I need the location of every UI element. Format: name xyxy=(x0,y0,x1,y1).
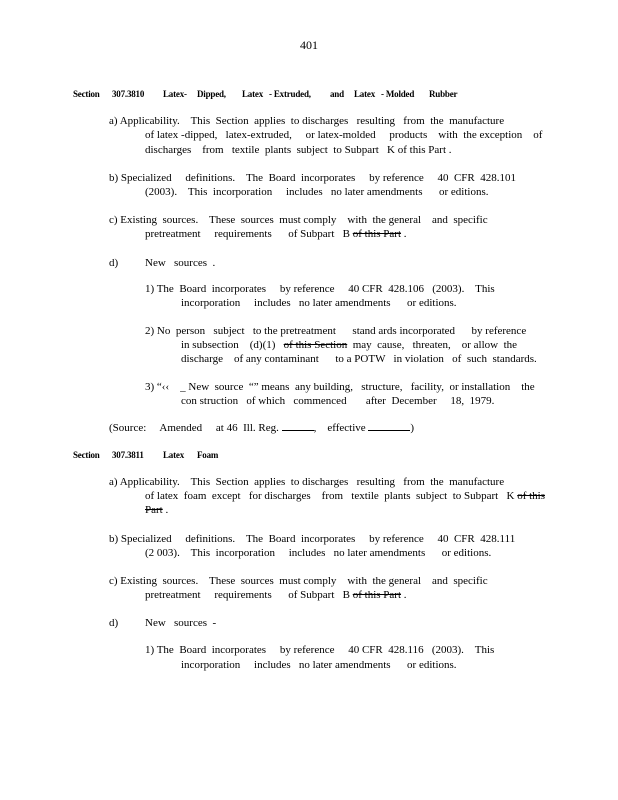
page-number: 401 xyxy=(300,38,318,52)
struck-text: of this xyxy=(517,490,545,502)
s3810-d-label: d) xyxy=(109,257,119,269)
s3811-b-line2: (2 003). This incorporation includes no later amendments or editions. xyxy=(145,547,492,559)
s3811-d1-line2: incorporation includes no later amendments or editions. xyxy=(181,659,457,671)
s3811-a-line2 xyxy=(145,489,545,503)
title-word: - Extruded, xyxy=(269,89,311,99)
title-word: Rubber xyxy=(429,89,458,99)
section-label: Section xyxy=(73,450,100,460)
s3811-c-line2 xyxy=(145,588,407,602)
title-word: Latex- xyxy=(163,89,187,99)
s3811-d1-line1: 1) The Board incorporates by reference 40 CFR 428.116 (2003). This xyxy=(145,644,495,656)
text-segment: pretreatment requirements of Subpart B xyxy=(145,228,353,240)
s3810-b-line2: (2003). This incorporation includes no later amendments or editions. xyxy=(145,186,489,198)
s3811-d-text: New sources - xyxy=(145,617,217,629)
struck-text: of this Part xyxy=(352,228,402,240)
s3811-c-line1: c) Existing sources. These sources must comply with the general and specific xyxy=(109,575,488,587)
s3811-b-line1: b) Specialized definitions. The Board incorporates by reference 40 CFR 428.111 xyxy=(109,533,516,545)
title-word: - Molded xyxy=(381,89,415,99)
text-segment: . xyxy=(401,228,407,240)
s3810-c-line2 xyxy=(145,227,407,241)
s3810-d2-line3: discharge of any contaminant to a POTW in violation of such standards. xyxy=(181,353,537,365)
text-segment: in subsection (d)(1) xyxy=(181,339,284,351)
text-segment: . xyxy=(401,589,407,601)
s3810-d2-line1: 2) No person subject to the pretreatment stand ards incorporated by reference xyxy=(145,325,527,337)
section-label: Section xyxy=(73,89,100,99)
s3810-d1-line1: 1) The Board incorporates by reference 40 CFR 428.106 (2003). This xyxy=(145,283,495,295)
struck-text: of this Section xyxy=(283,339,348,351)
s3810-d1-line2: incorporation includes no later amendments or editions. xyxy=(181,297,457,309)
struck-text: of this Part xyxy=(352,589,402,601)
section-3810-heading xyxy=(0,89,618,103)
struck-text: Part xyxy=(145,504,163,516)
text-segment: , effective xyxy=(313,422,366,434)
title-word: and xyxy=(330,89,344,99)
title-word: Foam xyxy=(197,450,219,460)
text-segment: (Source: Amended at 46 Ill. Reg. xyxy=(109,422,279,434)
s3810-a-line3: discharges from textile plants subject to Subpart K of this Part . xyxy=(145,144,452,156)
text-segment: . xyxy=(162,504,169,516)
title-word: Latex xyxy=(354,89,375,99)
s3810-a-line2: of latex -dipped, latex-extruded, or latex-molded products with the exception of xyxy=(145,129,543,141)
text-segment: ) xyxy=(410,422,415,434)
s3810-b-line1: b) Specialized definitions. The Board incorporates by reference 40 CFR 428.101 xyxy=(109,172,517,184)
section-number: 307.3811 xyxy=(112,450,144,460)
section-number: 307.3810 xyxy=(112,89,145,99)
title-word: Latex xyxy=(242,89,263,99)
text-segment: pretreatment requirements of Subpart B xyxy=(145,589,353,601)
s3810-c-line1: c) Existing sources. These sources must comply with the general and specific xyxy=(109,214,488,226)
s3810-d3-line1: 3) “‹‹ _ New source “” means any building, structure, facility, or installation the xyxy=(145,381,535,393)
s3811-a-line3 xyxy=(145,503,168,517)
text-segment: may cause, threaten, or allow the xyxy=(347,339,518,351)
s3810-d-text: New sources . xyxy=(145,257,216,269)
s3811-a-line1: a) Applicability. This Section applies to discharges resulting from the manufacture xyxy=(109,476,505,488)
s3810-d3-line2: con struction of which commenced after December 18, 1979. xyxy=(181,395,495,407)
blank-line xyxy=(282,430,314,431)
title-word: Latex xyxy=(163,450,184,460)
s3810-d2-line2 xyxy=(181,338,517,352)
title-word: Dipped, xyxy=(197,89,226,99)
blank-line xyxy=(368,430,410,431)
section-3811-heading xyxy=(0,450,618,464)
text-segment: of latex foam except for discharges from textile plants subject to Subpart K xyxy=(145,490,518,502)
s3811-d-label: d) xyxy=(109,617,119,629)
s3810-source-note xyxy=(109,421,414,435)
s3810-a-line1: a) Applicability. This Section applies to discharges resulting from the manufacture xyxy=(109,115,505,127)
